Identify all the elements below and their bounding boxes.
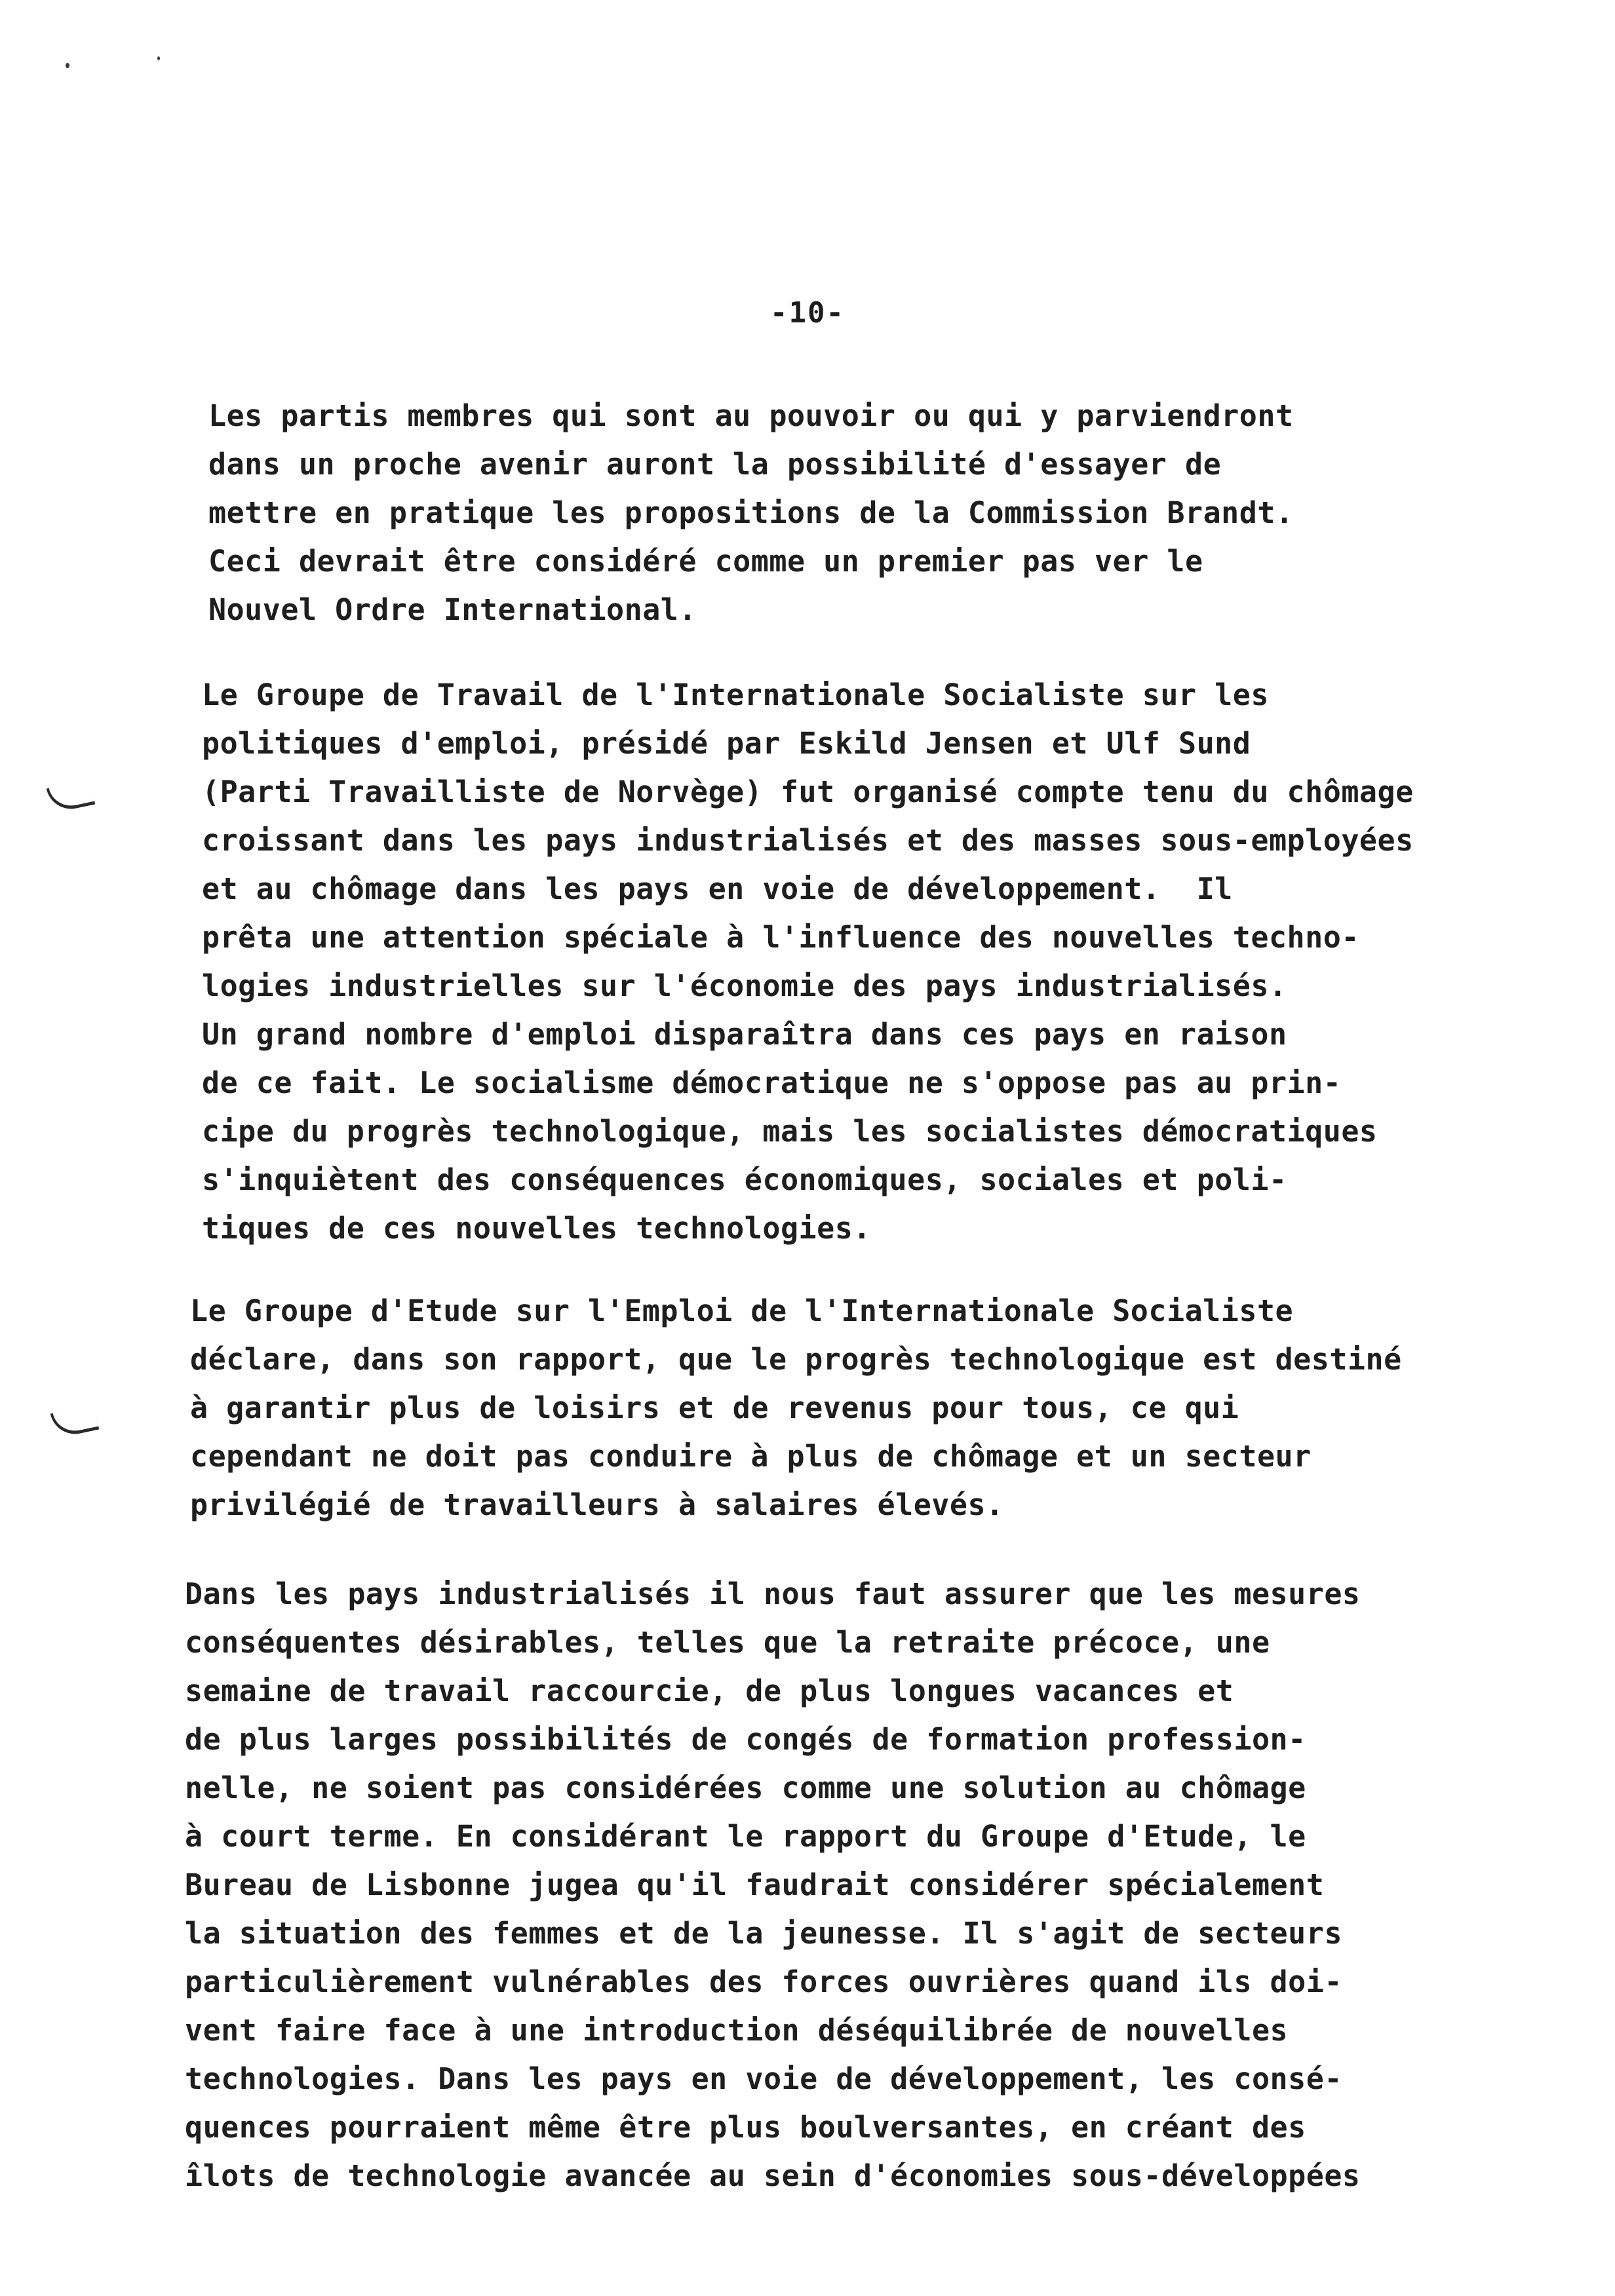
text-line: Les partis membres qui sont au pouvoir ou qui y parviendront <box>208 398 1294 433</box>
text-line: nelle, ne soient pas considérées comme une solution au chômage <box>185 1770 1306 1805</box>
text-line: dans un proche avenir auront la possibilité d'essayer de <box>208 447 1222 482</box>
text-line: cipe du progrès technologique, mais les socialistes démocratiques <box>202 1114 1378 1149</box>
scan-speck <box>157 56 160 60</box>
text-line: prêta une attention spéciale à l'influence des nouvelles techno- <box>202 920 1359 955</box>
text-line: s'inquiètent des conséquences économiques, sociales et poli- <box>202 1162 1287 1197</box>
scan-speck <box>66 63 69 68</box>
text-line: Ceci devrait être considéré comme un premier pas ver le <box>208 544 1203 579</box>
text-line: cependant ne doit pas conduire à plus de chômage et un secteur <box>190 1439 1312 1474</box>
text-line: de ce fait. Le socialisme démocratique ne s'oppose pas au prin- <box>202 1065 1342 1100</box>
text-line: Nouvel Ordre International. <box>208 592 697 627</box>
margin-mark <box>47 779 96 813</box>
text-line: Dans les pays industrialisés il nous faut assurer que les mesures <box>185 1577 1361 1611</box>
page-number: -10- <box>770 296 845 330</box>
text-line: tiques de ces nouvelles technologies. <box>202 1211 871 1246</box>
margin-mark <box>50 1404 100 1438</box>
text-line: Le Groupe de Travail de l'Internationale Socialiste sur les <box>202 678 1269 712</box>
text-line: (Parti Travailliste de Norvège) fut organisé compte tenu du chômage <box>202 775 1414 809</box>
text-line: croissant dans les pays industrialisés et des masses sous-employées <box>202 823 1414 858</box>
text-line: semaine de travail raccourcie, de plus longues vacances et <box>185 1674 1234 1708</box>
text-line: la situation des femmes et de la jeunesse. Il s'agit de secteurs <box>185 1916 1342 1951</box>
text-line: mettre en pratique les propositions de la Commission Brandt. <box>208 495 1294 530</box>
text-line: îlots de technologie avancée au sein d'économies sous-développées <box>185 2158 1361 2193</box>
text-line: de plus larges possibilités de congés de formation profession- <box>185 1722 1306 1757</box>
text-line: quences pourraient même être plus boulversantes, en créant des <box>185 2110 1306 2145</box>
text-line: particulièrement vulnérables des forces ouvrières quand ils doi- <box>185 1964 1342 1999</box>
text-line: à garantir plus de loisirs et de revenus pour tous, ce qui <box>190 1390 1239 1425</box>
text-line: politiques d'emploi, présidé par Eskild Jensen et Ulf Sund <box>202 726 1251 761</box>
text-line: Le Groupe d'Etude sur l'Emploi de l'Internationale Socialiste <box>190 1293 1294 1328</box>
text-line: logies industrielles sur l'économie des pays industrialisés. <box>202 968 1287 1003</box>
text-line: conséquentes désirables, telles que la retraite précoce, une <box>185 1625 1270 1660</box>
text-line: vent faire face à une introduction déséquilibrée de nouvelles <box>185 2013 1289 2048</box>
text-line: Un grand nombre d'emploi disparaîtra dans ces pays en raison <box>202 1017 1287 1052</box>
text-line: et au chômage dans les pays en voie de développement. Il <box>202 871 1233 906</box>
text-line: déclare, dans son rapport, que le progrès technologique est destiné <box>190 1342 1402 1377</box>
text-line: privilégié de travailleurs à salaires élevés. <box>190 1487 1004 1522</box>
text-line: Bureau de Lisbonne jugea qu'il faudrait considérer spécialement <box>185 1867 1325 1902</box>
text-line: technologies. Dans les pays en voie de développement, les consé- <box>185 2061 1342 2096</box>
text-line: à court terme. En considérant le rapport du Groupe d'Etude, le <box>185 1819 1306 1854</box>
